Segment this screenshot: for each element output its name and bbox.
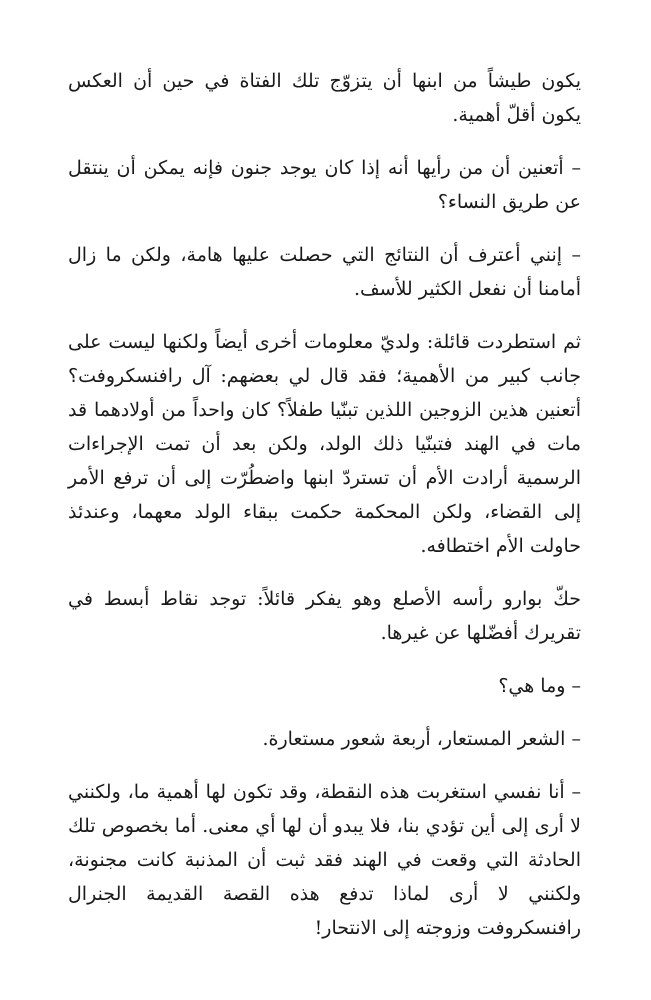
paragraph-1: يكون طيشاً من ابنها أن يتزوّج تلك الفتاة في حين أن العكس يكون أقلّ أهمية. (68, 70, 581, 126)
paragraph-3: – إنني أعترف أن النتائج التي حصلت عليها هامة، ولكن ما زال أمامنا أن نفعل الكثير للأسف. (68, 244, 581, 300)
paragraph-8: – أنا نفسي استغربت هذه النقطة، وقد تكون لها أهمية ما، ولكنني لا أرى إلى أين تؤدي بنا، فلا يبدو أن لها أي معنى. أما بخصوص تلك الحادثة التي وقعت في الهند فقد ثبت أن المذنبة كانت مجنونة، ولكنني لا أرى لماذا تدفع هذه القصة القديمة الجنرال رافنسكروفت وزوجته إلى الانتحار! (68, 781, 581, 939)
paragraph-6: – وما هي؟ (498, 675, 581, 697)
paragraph-2: – أتعنين أن من رأيها أنه إذا كان يوجد جنون فإنه يمكن أن ينتقل عن طريق النساء؟ (68, 157, 581, 213)
paragraph-4: ثم استطردت قائلة: ولديّ معلومات أخرى أيضاً ولكنها ليست على جانب كبير من الأهمية؛ فقد قال لي بعضهم: آل رافنسكروفت؟ أتعنين هذين الزوجين اللذين تبنّيا طفلاً؟ كان واحداً من أولادهما قد مات في الهند فتبنّيا ذلك الولد، ولكن بعد أن تمت الإجراءات الرسمية أرادت الأم أن تستردّ ابنها واضطُرّت إلى أن ترفع الأمر إلى القضاء، ولكن المحكمة حكمت ببقاء الولد معهما، وعندئذ حاولت الأم اختطافه. (68, 331, 581, 557)
book-page-text (68, 64, 581, 964)
paragraph-5: حكّ بوارو رأسه الأصلع وهو يفكر قائلاً: توجد نقاط أبسط في تقريرك أفضّلها عن غيرها. (68, 588, 581, 644)
paragraph-7: – الشعر المستعار، أربعة شعور مستعارة. (262, 728, 581, 750)
